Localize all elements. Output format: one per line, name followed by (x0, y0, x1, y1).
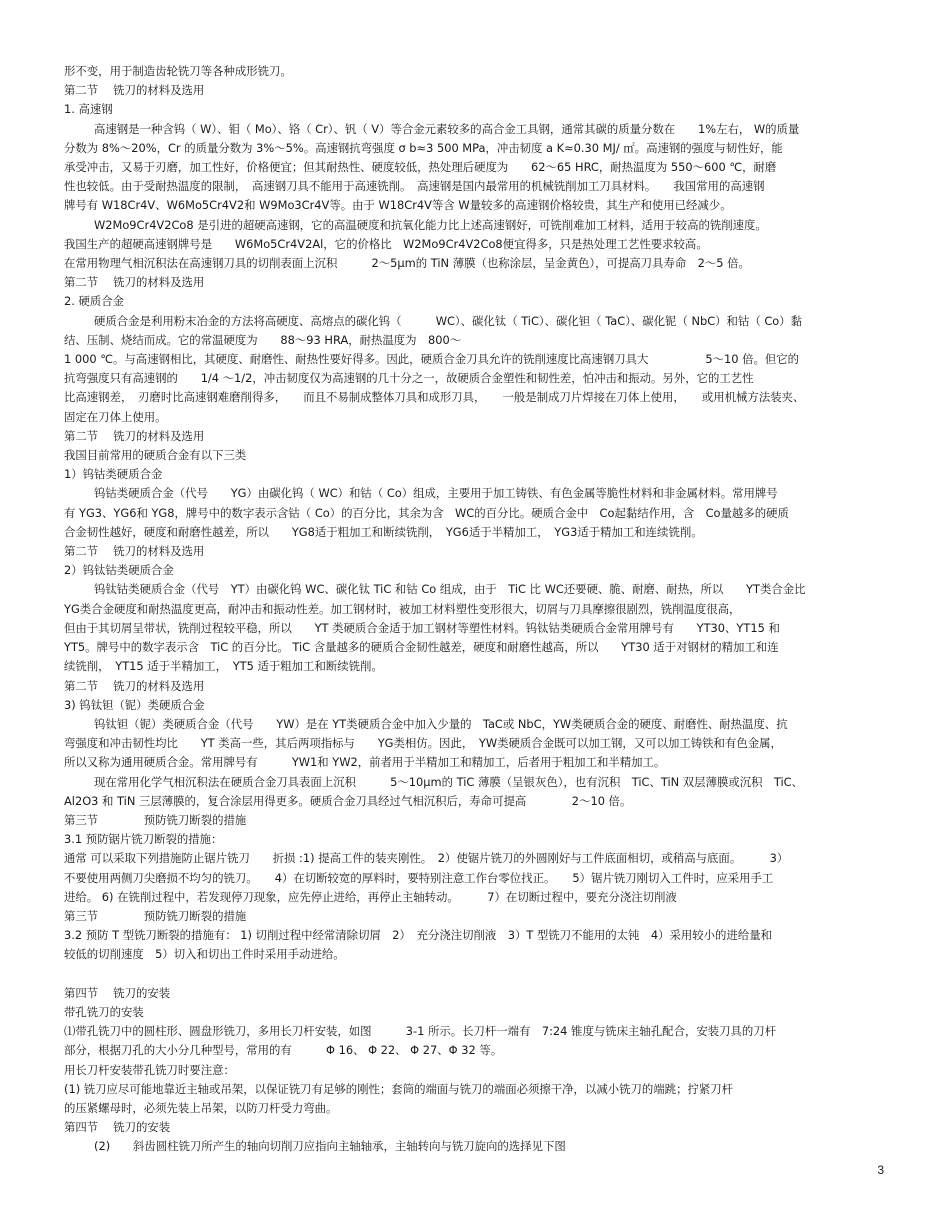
text-line: 2）钨钛钴类硬质合金 (64, 563, 174, 578)
text-line: 1）钨钴类硬质合金 (64, 467, 163, 482)
text-line: 进给。 6) 在铣削过程中，若发现停刀现象，应先停止进给，再停止主轴转动。 7）在切断过程中，要充分浇注切削液 (64, 889, 677, 904)
text-line: 1 000 ℃。与高速钢相比，其硬度、耐磨性、耐热性要好得多。因此，硬质合金刀具允许的铣削速度比高速钢刀具大 5～10 倍。但它的 (64, 352, 800, 367)
text-line: 我国目前常用的硬质合金有以下三类 (64, 448, 247, 463)
text-line: 3.1 预防锯片铣刀断裂的措施： (64, 832, 223, 847)
text-line: 钨钛钴类硬质合金（代号 YT）由碳化钨 WC、碳化钛 TiC 和钴 Co 组成，由于 TiC 比 WC还要硬、脆、耐磨、耐热，所以 YT类合金比 (94, 582, 806, 597)
text-line: 钨钛钽（铌）类硬质合金（代号 YW）是在 YT类硬质合金中加入少量的 TaC或 NbC，YW类硬质合金的硬度、耐磨性、耐热温度、抗 (94, 716, 788, 731)
text-line: Al2O3 和 TiN 三层薄膜的，复合涂层用得更多。硬质合金刀具经过气相沉积后，寿命可提高 2～10 倍。 (64, 793, 632, 808)
text-line: 所以又称为通用硬质合金。常用牌号有 YW1和 YW2，前者用于半精加工和精加工，后者用于粗加工和半精加工。 (64, 755, 666, 770)
document-body (64, 62, 886, 1157)
text-line: 第二节 铣刀的材料及选用 (64, 678, 205, 693)
text-line: 有 YG3、YG6和 YG8，牌号中的数字表示含钴（ Co）的百分比，其余为含 WC的百分比。硬质合金中 Co起黏结作用，含 Co量越多的硬质 (64, 505, 789, 520)
text-line: 但由于其切屑呈带状，铣削过程较平稳，所以 YT 类硬质合金适于加工钢材等塑性材料。钨钛钴类硬质合金常用牌号有 YT30、YT15 和 (64, 620, 780, 635)
text-line: 抗弯强度只有高速钢的 1/4 ～1/2，冲击韧度仅为高速钢的几十分之一，故硬质合金塑性和韧性差，怕冲击和振动。另外，它的工艺性 (64, 371, 754, 386)
page-number: 3 (877, 1163, 884, 1177)
text-line: 不要使用两侧刀尖磨损不均匀的铣刀。 4）在切断较宽的厚料时，要特别注意工作台零位找正。 5）锯片铣刀刚切入工件时，应采用手工 (64, 870, 774, 885)
text-line: 续铣削， YT15 适于半精加工， YT5 适于粗加工和断续铣削。 (64, 659, 383, 674)
text-line: 合金韧性越好，硬度和耐磨性越差，所以 YG8适于粗加工和断续铣削， YG6适于半精加工， YG3适于精加工和连续铣削。 (64, 524, 703, 539)
text-line: 第二节 铣刀的材料及选用 (64, 428, 205, 443)
text-line: 的压紧螺母时，必须先装上吊架，以防刀杆受力弯曲。 (64, 1100, 338, 1115)
text-line: YT5。牌号中的数字表示含 TiC 的百分比。 TiC 含量越多的硬质合金韧性越差，硬度和耐磨性越高，所以 YT30 适于对钢材的精加工和连 (64, 640, 779, 655)
text-line: 钨钴类硬质合金（代号 YG）由碳化钨（ WC）和钴（ Co）组成，主要用于加工铸铁、有色金属等脆性材料和非金属材料。常用牌号 (94, 486, 778, 501)
text-line: 2. 硬质合金 (64, 294, 125, 309)
text-line: (2) 斜齿圆柱铣刀所产生的轴向切削刀应指向主轴轴承，主轴转向与铣刀旋向的选择见下图 (94, 1139, 566, 1154)
text-line: 性也较低。由于受耐热温度的限制， 高速钢刀具不能用于高速铣削。 高速钢是国内最常用的机械铣削加工刀具材料。 我国常用的高速钢 (64, 179, 765, 194)
text-line: 硬质合金是利用粉末冶金的方法将高硬度、高熔点的碳化钨（ WC）、碳化钛（ TiC）、碳化钽（ TaC）、碳化铌（ NbC）和钴（ Co）黏 (94, 313, 803, 328)
text-line: 第四节 铣刀的安装 (64, 1120, 171, 1135)
text-line: 第二节 铣刀的材料及选用 (64, 83, 205, 98)
text-line: 结、压制、烧结而成。它的常温硬度为 88～93 HRA，耐热温度为 800～ (64, 332, 462, 347)
text-line: 形不变，用于制造齿轮铣刀等各种成形铣刀。 (64, 64, 292, 78)
text-line: 3) 钨钛钽（铌）类硬质合金 (64, 697, 205, 712)
text-line: 高速钢是一种含钨（ W）、钼（ Mo）、铬（ Cr）、钒（ V）等合金元素较多的高合金工具钢，通常其碳的质量分数在 1%左右， W的质量 (94, 121, 800, 136)
text-line: 牌号有 W18Cr4V、W6Mo5Cr4V2和 W9Mo3Cr4V等。由于 W18Cr4V等含 W量较多的高速钢价格较贵，其生产和使用已经减少。 (64, 198, 732, 213)
text-line: 在常用物理气相沉积法在高速钢刀具的切削表面上沉积 2～5μm的 TiN 薄膜（也称涂层，呈金黄色），可提高刀具寿命 2～5 倍。 (64, 256, 750, 271)
text-line: 较低的切削速度 5）切入和切出工件时采用手动进给。 (64, 947, 345, 962)
text-line: 弯强度和冲击韧性均比 YT 类高一些，其后两项指标与 YG类相仿。因此， YW类硬质合金既可以加工钢，又可以加工铸铁和有色金属， (64, 736, 782, 751)
text-line: 带孔铣刀的安装 (64, 1004, 144, 1019)
text-line: 我国生产的超硬高速钢牌号是 W6Mo5Cr4V2Al，它的价格比 W2Mo9Cr4V2Co8便宜得多，只是热处理工艺性要求较高。 (64, 236, 708, 251)
text-line: 第四节 铣刀的安装 (64, 985, 171, 1000)
text-line: 承受冲击，又易于刃磨，加工性好，价格便宜；但其耐热性、硬度较低，热处理后硬度为 62～65 HRC，耐热温度为 550～600 ℃，耐磨 (64, 160, 777, 175)
blank-line (64, 965, 886, 984)
text-line: 1. 高速钢 (64, 102, 113, 117)
text-line: 比高速钢差， 刃磨时比高速钢难磨削得多， 而且不易制成整体刀具和成形刀具， 一般是制成刀片焊接在刀体上使用， 或用机械方法装夹、 (64, 390, 805, 405)
text-line: W2Mo9Cr4V2Co8 是引进的超硬高速钢，它的高温硬度和抗氧化能力比上述高速钢好，可铣削难加工材料，适用于较高的铣削速度。 (94, 217, 767, 232)
text-line: 部分，根据刀孔的大小分几种型号，常用的有 Φ 16、 Φ 22、 Φ 27、Φ 32 等。 (64, 1043, 503, 1058)
text-line: 用长刀杆安装带孔铣刀时要注意： (64, 1062, 235, 1077)
text-line: 第三节 预防铣刀断裂的措施 (64, 908, 247, 923)
text-line: ⑴带孔铣刀中的圆柱形、圆盘形铣刀，多用长刀杆安装，如图 3-1 所示。长刀杆一端有 7:24 锥度与铣床主轴孔配合，安装刀具的刀杆 (64, 1024, 777, 1039)
text-line: 分数为 8%～20%，Cr 的质量分数为 3%～5%。高速钢抗弯强度 σ b≈3 500 MPa，冲击韧度 a K≈0.30 MJ/ ㎡。高速钢的强度与韧性好，能 (64, 140, 783, 155)
text-line: 固定在刀体上使用。 (64, 409, 167, 424)
text-line: 现在常用化学气相沉积法在硬质合金刀具表面上沉积 5～10μm的 TiC 薄膜（呈银灰色），也有沉积 TiC、TiN 双层薄膜或沉积 TiC、 (94, 774, 804, 789)
text-line: 3.2 预防 T 型铣刀断裂的措施有： 1) 切削过程中经常清除切屑 2） 充分浇注切削液 3）T 型铣刀不能用的太钝 4）采用较小的进给量和 (64, 928, 772, 943)
text-line: 第二节 铣刀的材料及选用 (64, 544, 205, 559)
text-line: 通常 可以采取下列措施防止锯片铣刀 折损 :1) 提高工件的装夹刚性。 2）使锯片铣刀的外圆刚好与工件底面相切，或稍高与底面。 3） (64, 851, 789, 866)
text-line: 第三节 预防铣刀断裂的措施 (64, 812, 247, 827)
text-line: 第二节 铣刀的材料及选用 (64, 275, 205, 290)
text-line: (1) 铣刀应尽可能地靠近主轴或吊架，以保证铣刀有足够的刚性；套筒的端面与铣刀的端面必须擦干净，以减小铣刀的端跳；拧紧刀杆 (64, 1081, 734, 1096)
text-line: YG类合金硬度和耐热温度更高，耐冲击和振动性差。加工钢材时，被加工材料塑性变形很大，切屑与刀具摩擦很剧烈，铣削温度很高， (64, 601, 741, 616)
